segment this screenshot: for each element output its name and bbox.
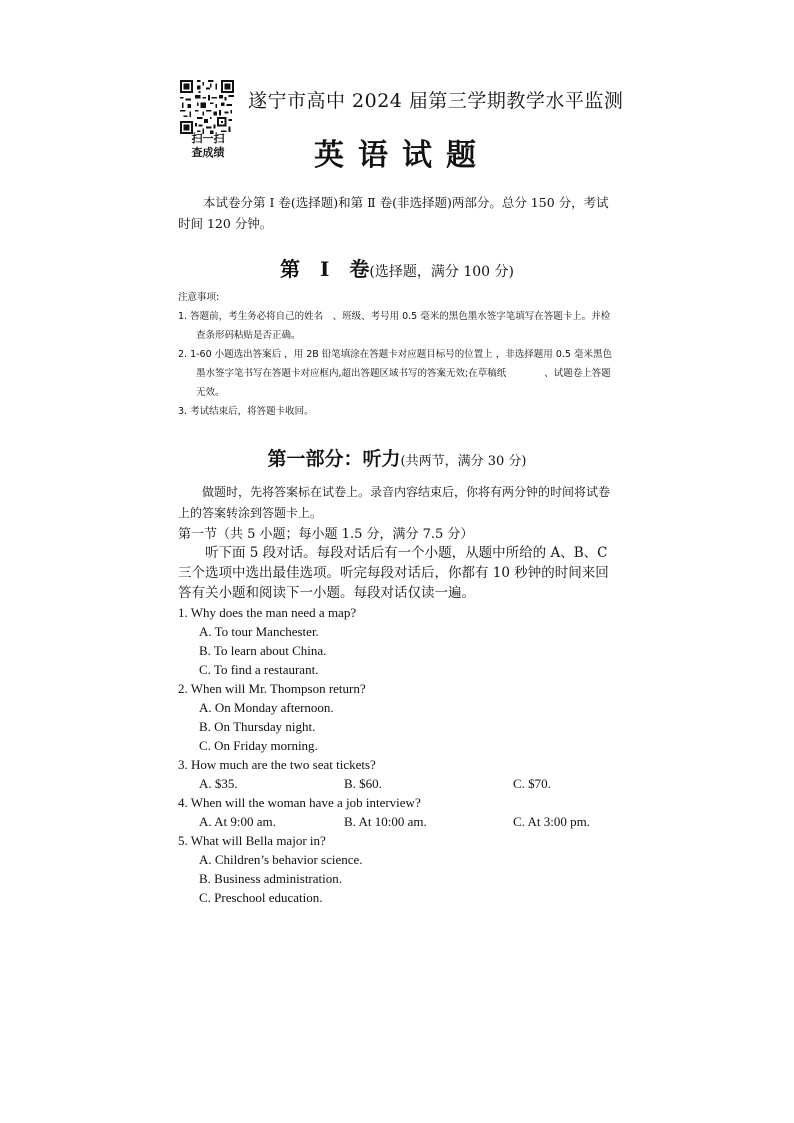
volume-title [0,253,794,282]
qr-code-icon [180,80,234,134]
option-c: C. To find a restaurant. [199,662,319,677]
notes-section [178,288,618,421]
part-title [0,444,794,471]
part-intro: 做题时，先将答案标在试卷上。录音内容结束后，你将有两分钟的时间将试卷上的答案转涂到答题卡上。 [178,485,611,520]
notes-item: 1. 答题前，考生务必将自己的姓名 、班级、考号用 0.5 毫米的黑色墨水签字笔填写在答题卡上。并检查条形码粘贴是否正确。 [178,311,611,341]
option-b: B. At 10:00 am. [344,814,427,829]
part-title-main: 第一部分：听力 [267,448,401,470]
volume-title-main: 第 Ⅰ 卷 [280,257,370,281]
option-row [178,812,618,831]
option-a: A. At 9:00 am. [199,814,276,829]
section-intro: 听下面 5 段对话。每段对话后有一个小题，从题中所给的 A、B、C 三个选项中选出最佳选项。听完每段对话后，你都有 10 秒钟的时间来回答有关小题和阅读下一小题。每段对话仅读一遍。 [178,545,609,601]
qr-caption [178,132,238,160]
option-c: C. $70. [513,776,551,791]
option-b: B. To learn about China. [199,643,327,658]
volume-title-sub: (选择题，满分 100 分) [369,264,514,280]
option-a: A. $35. [199,776,238,791]
question-stem: 5. What will Bella major in? [178,833,326,848]
option-a: A. On Monday afternoon. [199,700,334,715]
notes-item: 2. 1-60 小题选出答案后 ，用 2B 铅笔填涂在答题卡对应题目标号的位置上 ，非选择题用 0.5 毫米黑色墨水签字笔书写在答题卡对应框内,超出答题区域书写的答案无效;在草稿纸 、试题卷上答题无效。 [178,349,612,398]
option-row [178,774,618,793]
qr-caption-line2: 查成绩 [191,146,225,159]
option-c: C. Preschool education. [199,890,323,905]
option-c: C. On Friday morning. [199,738,318,753]
option-b: B. Business administration. [199,871,342,886]
notes-heading: 注意事项: [178,292,220,303]
question-stem: 2. When will Mr. Thompson return? [178,681,366,696]
part-title-sub: (共两节，满分 30 分) [400,454,527,469]
question-stem: 1. Why does the man need a map? [178,605,357,620]
question-list [178,603,618,907]
option-b: B. On Thursday night. [199,719,316,734]
qr-caption-line1: 扫一扫 [191,132,225,145]
question-stem: 4. When will the woman have a job interview? [178,795,421,810]
subject-title: 英语试题 [314,138,490,173]
option-a: A. Children’s behavior science. [199,852,363,867]
exam-header: 遂宁市高中 2024 届第三学期教学水平监测 [248,90,624,112]
section-title: 第一节（共 5 小题；每小题 1.5 分，满分 7.5 分） [178,527,474,542]
option-b: B. $60. [344,776,382,791]
notes-item: 3. 考试结束后，将答题卡收回。 [178,406,314,417]
option-a: A. To tour Manchester. [199,624,319,639]
question-stem: 3. How much are the two seat tickets? [178,757,376,772]
exam-intro: 本试卷分第 Ⅰ 卷(选择题)和第 Ⅱ 卷(非选择题)两部分。总分 150 分，考试时间 120 分钟。 [178,195,609,231]
option-c: C. At 3:00 pm. [513,814,590,829]
